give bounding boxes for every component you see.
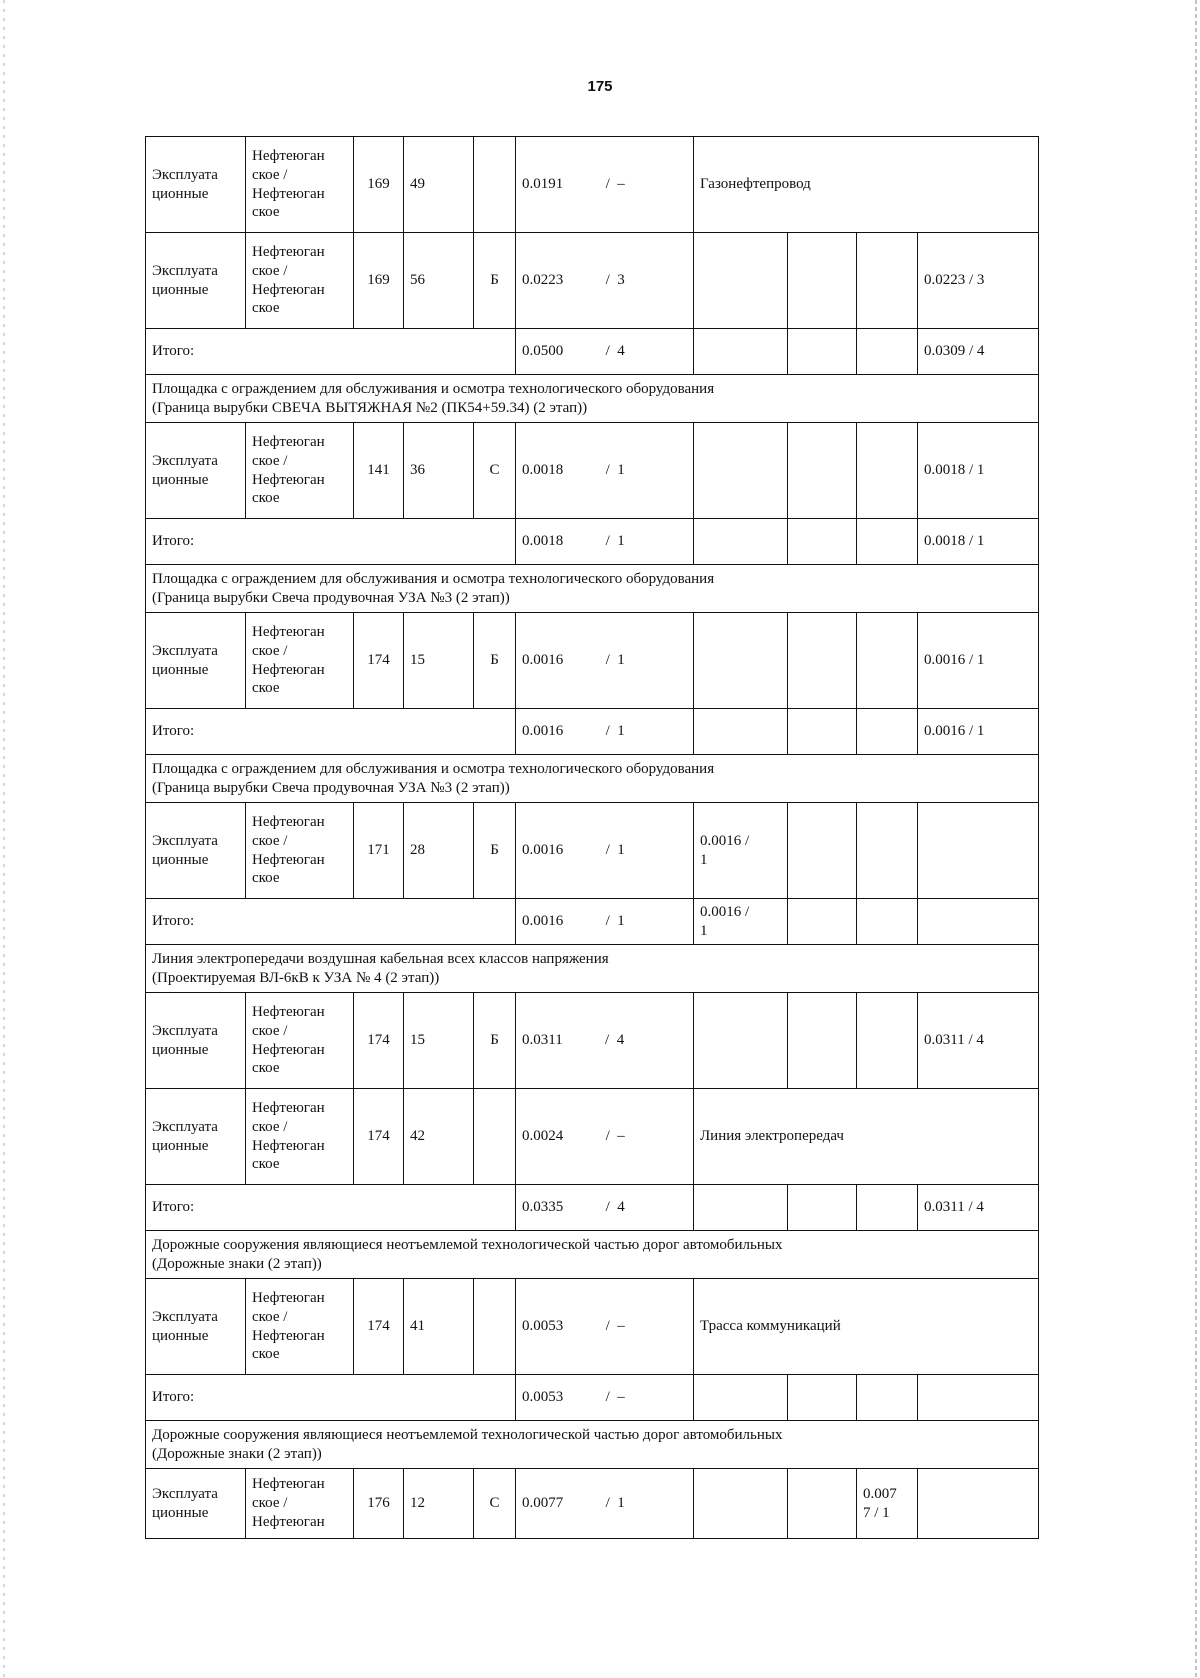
breakdown-cell-4 bbox=[918, 1375, 1039, 1421]
section-header-row bbox=[146, 565, 1039, 613]
purpose-note-cell: Линия электропередач bbox=[694, 1089, 1039, 1185]
breakdown-cell-2 bbox=[788, 1185, 857, 1231]
total-label: Итого: bbox=[146, 329, 516, 375]
section-header-row bbox=[146, 755, 1039, 803]
area-value: 0.0024 bbox=[522, 1128, 564, 1145]
breakdown-cell-1: 0.0016 / 1 bbox=[694, 803, 788, 899]
breakdown-cell-4 bbox=[918, 899, 1039, 945]
area-cell bbox=[516, 899, 694, 945]
slash: / bbox=[605, 913, 618, 930]
breakdown-cell-1 bbox=[694, 423, 788, 519]
section-title: Дорожные сооружения являющиеся неотъемлемой технологической частью дорог автомобильных (Дорожные знаки (2 этап)) bbox=[146, 1231, 1039, 1279]
slash: / bbox=[605, 1318, 618, 1335]
area-value: 0.0053 bbox=[522, 1389, 564, 1406]
area-value: 0.0335 bbox=[522, 1199, 564, 1216]
breakdown-cell-3 bbox=[857, 423, 918, 519]
damage-category-cell: Б bbox=[474, 613, 516, 709]
area-value: 0.0311 bbox=[522, 1032, 563, 1049]
section-header-row bbox=[146, 1231, 1039, 1279]
total-label: Итого: bbox=[146, 519, 516, 565]
breakdown-cell-1 bbox=[694, 709, 788, 755]
category-cell: Эксплуата ционные bbox=[146, 233, 246, 329]
area-cell bbox=[516, 1185, 694, 1231]
table-row bbox=[146, 1469, 1039, 1539]
breakdown-cell-1 bbox=[694, 233, 788, 329]
section-header-row bbox=[146, 945, 1039, 993]
breakdown-cell-2 bbox=[788, 613, 857, 709]
section-header-row bbox=[146, 375, 1039, 423]
section-title: Линия электропередачи воздушная кабельная всех классов напряжения (Проектируемая ВЛ-6кВ к УЗА № 4 (2 этап)) bbox=[146, 945, 1039, 993]
breakdown-cell-4: 0.0016 / 1 bbox=[918, 709, 1039, 755]
table-row bbox=[146, 1279, 1039, 1375]
slash: / bbox=[605, 1389, 618, 1406]
breakdown-cell-4: 0.0309 / 4 bbox=[918, 329, 1039, 375]
breakdown-cell-3 bbox=[857, 1185, 918, 1231]
count-value: – bbox=[617, 1318, 625, 1335]
section-title: Площадка с ограждением для обслуживания и осмотра технологического оборудования (Граница вырубки Свеча продувочная УЗА №3 (2 этап)) bbox=[146, 565, 1039, 613]
compartment-cell: 36 bbox=[404, 423, 474, 519]
area-cell bbox=[516, 519, 694, 565]
breakdown-cell-3 bbox=[857, 519, 918, 565]
count-value: 1 bbox=[617, 1495, 625, 1512]
breakdown-cell-1 bbox=[694, 1185, 788, 1231]
quarter-cell: 174 bbox=[354, 1279, 404, 1375]
compartment-cell: 41 bbox=[404, 1279, 474, 1375]
count-value: 4 bbox=[617, 1199, 625, 1216]
area-value: 0.0018 bbox=[522, 533, 564, 550]
damage-category-cell: С bbox=[474, 1469, 516, 1539]
table-row bbox=[146, 993, 1039, 1089]
area-value: 0.0016 bbox=[522, 913, 564, 930]
purpose-note-cell: Газонефтепровод bbox=[694, 137, 1039, 233]
count-value: 3 bbox=[617, 272, 625, 289]
quarter-cell: 174 bbox=[354, 613, 404, 709]
slash: / bbox=[605, 343, 618, 360]
count-value: 1 bbox=[617, 723, 625, 740]
breakdown-cell-3 bbox=[857, 329, 918, 375]
category-cell: Эксплуата ционные bbox=[146, 803, 246, 899]
damage-category-cell bbox=[474, 1089, 516, 1185]
breakdown-cell-2 bbox=[788, 803, 857, 899]
category-cell: Эксплуата ционные bbox=[146, 613, 246, 709]
total-row bbox=[146, 709, 1039, 755]
breakdown-cell-4: 0.0223 / 3 bbox=[918, 233, 1039, 329]
area-value: 0.0016 bbox=[522, 842, 564, 859]
section-title: Площадка с ограждением для обслуживания и осмотра технологического оборудования (Граница вырубки Свеча продувочная УЗА №3 (2 этап)) bbox=[146, 755, 1039, 803]
compartment-cell: 15 bbox=[404, 613, 474, 709]
area-value: 0.0016 bbox=[522, 652, 564, 669]
breakdown-cell-1: 0.0016 / 1 bbox=[694, 899, 788, 945]
compartment-cell: 15 bbox=[404, 993, 474, 1089]
slash: / bbox=[605, 176, 618, 193]
breakdown-cell-4 bbox=[918, 1469, 1039, 1539]
area-cell bbox=[516, 137, 694, 233]
breakdown-cell-1 bbox=[694, 993, 788, 1089]
forestry-cell: Нефтеюган ское / Нефтеюган ское bbox=[246, 423, 354, 519]
total-label: Итого: bbox=[146, 1375, 516, 1421]
slash: / bbox=[605, 272, 618, 289]
area-value: 0.0077 bbox=[522, 1495, 564, 1512]
breakdown-cell-3 bbox=[857, 613, 918, 709]
quarter-cell: 174 bbox=[354, 993, 404, 1089]
purpose-note-cell: Трасса коммуникаций bbox=[694, 1279, 1039, 1375]
forestry-cell: Нефтеюган ское / Нефтеюган ское bbox=[246, 613, 354, 709]
breakdown-cell-2 bbox=[788, 709, 857, 755]
area-cell bbox=[516, 1279, 694, 1375]
area-cell bbox=[516, 709, 694, 755]
total-row bbox=[146, 1375, 1039, 1421]
category-cell: Эксплуата ционные bbox=[146, 137, 246, 233]
scan-edge-left bbox=[3, 0, 5, 1678]
slash: / bbox=[605, 1128, 618, 1145]
forestry-cell: Нефтеюган ское / Нефтеюган ское bbox=[246, 1089, 354, 1185]
count-value: 1 bbox=[617, 842, 625, 859]
total-row bbox=[146, 1185, 1039, 1231]
breakdown-cell-2 bbox=[788, 329, 857, 375]
area-cell bbox=[516, 803, 694, 899]
count-value: 1 bbox=[617, 462, 625, 479]
table-row bbox=[146, 137, 1039, 233]
breakdown-cell-4: 0.0018 / 1 bbox=[918, 519, 1039, 565]
breakdown-cell-4 bbox=[918, 803, 1039, 899]
breakdown-cell-2 bbox=[788, 993, 857, 1089]
breakdown-cell-3: 0.007 7 / 1 bbox=[857, 1469, 918, 1539]
table-row bbox=[146, 1089, 1039, 1185]
quarter-cell: 169 bbox=[354, 137, 404, 233]
section-header-row bbox=[146, 1421, 1039, 1469]
quarter-cell: 174 bbox=[354, 1089, 404, 1185]
area-value: 0.0018 bbox=[522, 462, 564, 479]
quarter-cell: 141 bbox=[354, 423, 404, 519]
total-row bbox=[146, 329, 1039, 375]
count-value: – bbox=[617, 1128, 625, 1145]
area-value: 0.0016 bbox=[522, 723, 564, 740]
area-cell bbox=[516, 1469, 694, 1539]
breakdown-cell-2 bbox=[788, 519, 857, 565]
breakdown-cell-2 bbox=[788, 423, 857, 519]
total-label: Итого: bbox=[146, 899, 516, 945]
total-label: Итого: bbox=[146, 1185, 516, 1231]
category-cell: Эксплуата ционные bbox=[146, 1089, 246, 1185]
breakdown-cell-3 bbox=[857, 233, 918, 329]
slash: / bbox=[605, 1032, 617, 1049]
total-row bbox=[146, 519, 1039, 565]
compartment-cell: 28 bbox=[404, 803, 474, 899]
forestry-cell: Нефтеюган ское / Нефтеюган ское bbox=[246, 803, 354, 899]
breakdown-cell-3 bbox=[857, 1375, 918, 1421]
count-value: 4 bbox=[616, 1032, 625, 1049]
area-cell bbox=[516, 993, 694, 1089]
breakdown-cell-2 bbox=[788, 233, 857, 329]
count-value: 1 bbox=[617, 533, 625, 550]
breakdown-cell-4: 0.0016 / 1 bbox=[918, 613, 1039, 709]
category-cell: Эксплуата ционные bbox=[146, 1469, 246, 1539]
quarter-cell: 171 bbox=[354, 803, 404, 899]
breakdown-cell-4: 0.0311 / 4 bbox=[918, 993, 1039, 1089]
forestry-cell: Нефтеюган ское / Нефтеюган ское bbox=[246, 137, 354, 233]
count-value: – bbox=[617, 1389, 625, 1406]
total-label: Итого: bbox=[146, 709, 516, 755]
area-cell bbox=[516, 423, 694, 519]
scan-edge-right bbox=[1195, 0, 1197, 1678]
breakdown-cell-3 bbox=[857, 899, 918, 945]
quarter-cell: 169 bbox=[354, 233, 404, 329]
breakdown-cell-3 bbox=[857, 709, 918, 755]
category-cell: Эксплуата ционные bbox=[146, 423, 246, 519]
breakdown-cell-2 bbox=[788, 1469, 857, 1539]
category-cell: Эксплуата ционные bbox=[146, 1279, 246, 1375]
count-value: – bbox=[617, 176, 625, 193]
breakdown-cell-2 bbox=[788, 1375, 857, 1421]
compartment-cell: 56 bbox=[404, 233, 474, 329]
forestry-cell: Нефтеюган ское / Нефтеюган ское bbox=[246, 233, 354, 329]
quarter-cell: 176 bbox=[354, 1469, 404, 1539]
table-row bbox=[146, 233, 1039, 329]
breakdown-cell-1 bbox=[694, 329, 788, 375]
section-title: Дорожные сооружения являющиеся неотъемлемой технологической частью дорог автомобильных (Дорожные знаки (2 этап)) bbox=[146, 1421, 1039, 1469]
area-cell bbox=[516, 1375, 694, 1421]
area-cell bbox=[516, 613, 694, 709]
area-value: 0.0500 bbox=[522, 343, 564, 360]
breakdown-cell-1 bbox=[694, 519, 788, 565]
damage-category-cell: С bbox=[474, 423, 516, 519]
table-row bbox=[146, 423, 1039, 519]
table-row bbox=[146, 613, 1039, 709]
area-cell bbox=[516, 329, 694, 375]
page-number: 175 bbox=[587, 78, 613, 95]
damage-category-cell: Б bbox=[474, 993, 516, 1089]
breakdown-cell-4: 0.0018 / 1 bbox=[918, 423, 1039, 519]
compartment-cell: 42 bbox=[404, 1089, 474, 1185]
slash: / bbox=[605, 1495, 618, 1512]
slash: / bbox=[605, 842, 618, 859]
area-cell bbox=[516, 1089, 694, 1185]
forestry-cell: Нефтеюган ское / Нефтеюган bbox=[246, 1469, 354, 1539]
area-value: 0.0191 bbox=[522, 176, 564, 193]
slash: / bbox=[605, 723, 618, 740]
category-cell: Эксплуата ционные bbox=[146, 993, 246, 1089]
breakdown-cell-1 bbox=[694, 1375, 788, 1421]
compartment-cell: 49 bbox=[404, 137, 474, 233]
area-value: 0.0223 bbox=[522, 272, 564, 289]
slash: / bbox=[605, 462, 618, 479]
damage-category-cell bbox=[474, 137, 516, 233]
table-row bbox=[146, 803, 1039, 899]
forestry-cell: Нефтеюган ское / Нефтеюган ское bbox=[246, 993, 354, 1089]
damage-category-cell bbox=[474, 1279, 516, 1375]
area-cell bbox=[516, 233, 694, 329]
breakdown-cell-3 bbox=[857, 803, 918, 899]
damage-category-cell: Б bbox=[474, 233, 516, 329]
count-value: 1 bbox=[617, 913, 625, 930]
slash: / bbox=[605, 1199, 618, 1216]
breakdown-cell-3 bbox=[857, 993, 918, 1089]
count-value: 4 bbox=[617, 343, 625, 360]
slash: / bbox=[605, 652, 618, 669]
damage-category-cell: Б bbox=[474, 803, 516, 899]
breakdown-cell-1 bbox=[694, 1469, 788, 1539]
count-value: 1 bbox=[617, 652, 625, 669]
forest-register-table bbox=[145, 136, 1039, 1539]
area-value: 0.0053 bbox=[522, 1318, 564, 1335]
forestry-cell: Нефтеюган ское / Нефтеюган ское bbox=[246, 1279, 354, 1375]
compartment-cell: 12 bbox=[404, 1469, 474, 1539]
breakdown-cell-2 bbox=[788, 899, 857, 945]
total-row bbox=[146, 899, 1039, 945]
breakdown-cell-4: 0.0311 / 4 bbox=[918, 1185, 1039, 1231]
slash: / bbox=[605, 533, 618, 550]
breakdown-cell-1 bbox=[694, 613, 788, 709]
section-title: Площадка с ограждением для обслуживания и осмотра технологического оборудования (Граница вырубки СВЕЧА ВЫТЯЖНАЯ №2 (ПК54+59.34) (2 этап)) bbox=[146, 375, 1039, 423]
